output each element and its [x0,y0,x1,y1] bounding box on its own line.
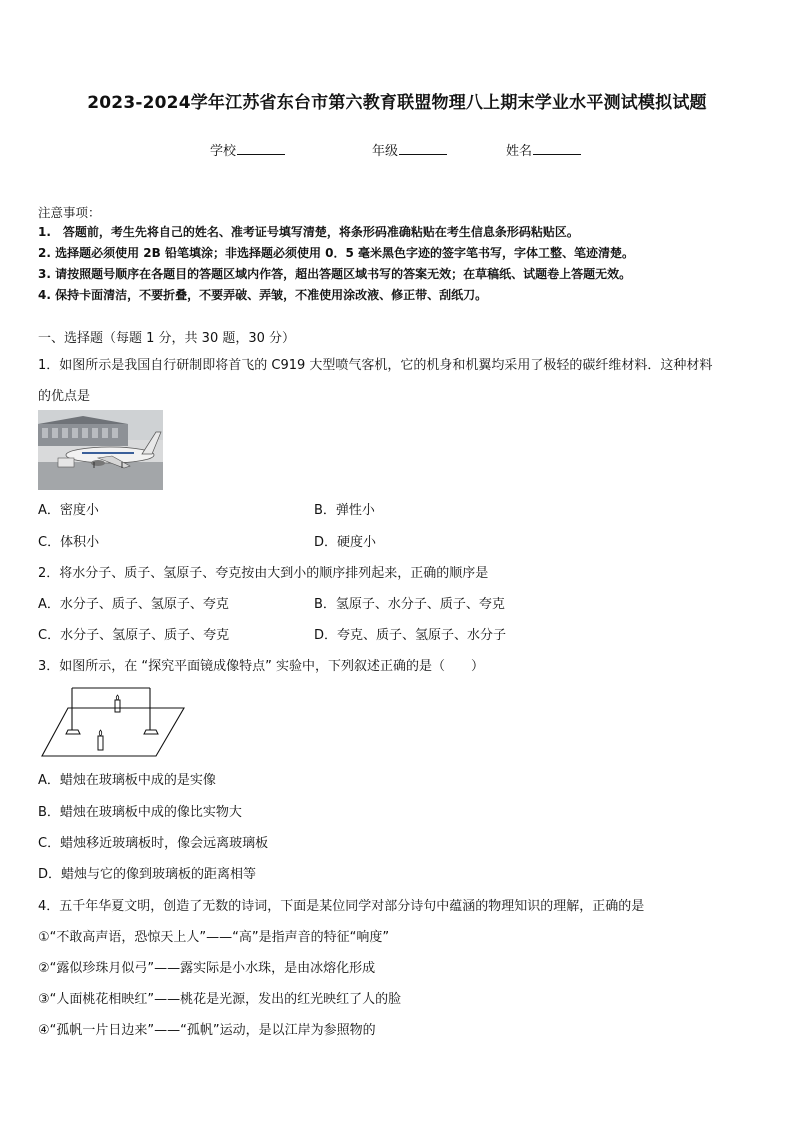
question-1-option-c: C．体积小 [38,535,100,550]
question-1-option-d: D．硬度小 [314,535,377,550]
question-4-statement-1: ①“不敢高声语，恐惊天上人”——“高”是指声音的特征“响度” [38,930,390,945]
note-item: 3. 请按照题号顺序在各题目的答题区域内作答，超出答题区域书写的答案无效；在草稿纸、试题卷上答题无效。 [38,267,632,281]
question-1-option-b: B．弹性小 [314,503,375,518]
section-title: 一、选择题（每题 1 分，共 30 题，30 分） [38,331,296,346]
grade-label: 年级 [372,144,399,159]
question-4-statement-2: ②“露似珍珠月似弓”——露实际是小水珠，是由冰熔化形成 [38,961,376,976]
question-4-statement-4: ④“孤帆一片日边来”——“孤帆”运动，是以江岸为参照物的 [38,1023,376,1038]
note-item: 4. 保持卡面清洁，不要折叠，不要弄破、弄皱，不准使用涂改液、修正带、刮纸刀。 [38,288,488,302]
grade-field [372,140,447,159]
note-item: 2. 选择题必须使用 2B 铅笔填涂；非选择题必须使用 0．5 毫米黑色字迹的签字笔书写，字体工整、笔迹清楚。 [38,246,634,260]
question-3-option-a: A．蜡烛在玻璃板中成的是实像 [38,773,216,788]
question-3-stem: 3．如图所示，在 “探究平面镜成像特点” 实验中，下列叙述正确的是（ ） [38,659,485,674]
school-blank [237,141,285,155]
question-4-statement-3: ③“人面桃花相映红”——桃花是光源，发出的红光映红了人的脸 [38,992,402,1007]
question-2-option-a: A．水分子、质子、氢原子、夸克 [38,597,229,612]
question-2-option-c: C．水分子、氢原子、质子、夸克 [38,628,230,643]
plane-mirror-diagram [38,686,188,758]
notes-heading: 注意事项： [38,205,101,220]
name-field [506,140,581,159]
question-3-option-c: C．蜡烛移近玻璃板时，像会远离玻璃板 [38,836,269,851]
airplane-photo [38,410,163,490]
name-label: 姓名 [506,144,533,159]
grade-blank [399,141,447,155]
question-1-stem-cont: 的优点是 [38,389,91,404]
question-2-option-d: D．夸克、质子、氢原子、水分子 [314,628,507,643]
question-3-option-b: B．蜡烛在玻璃板中成的像比实物大 [38,805,242,820]
question-2-option-b: B．氢原子、水分子、质子、夸克 [314,597,505,612]
exam-title: 2023-2024学年江苏省东台市第六教育联盟物理八上期末学业水平测试模拟试题 [87,93,707,113]
question-3-option-d: D．蜡烛与它的像到玻璃板的距离相等 [38,867,257,882]
school-field [210,140,285,159]
name-blank [533,141,581,155]
question-1-stem: 1．如图所示是我国自行研制即将首飞的 C919 大型喷气客机，它的机身和机翼均采用了极轻的碳纤维材料．这种材料 [38,358,713,373]
note-item: 1. 答题前，考生先将自己的姓名、准考证号填写清楚，将条形码准确粘贴在考生信息条形码粘贴区。 [38,225,579,239]
question-1-option-a: A．密度小 [38,503,99,518]
question-4-stem: 4．五千年华夏文明，创造了无数的诗词，下面是某位同学对部分诗句中蕴涵的物理知识的理解，正确的是 [38,899,645,914]
school-label: 学校 [210,144,237,159]
question-2-stem: 2．将水分子、质子、氢原子、夸克按由大到小的顺序排列起来，正确的顺序是 [38,566,489,581]
